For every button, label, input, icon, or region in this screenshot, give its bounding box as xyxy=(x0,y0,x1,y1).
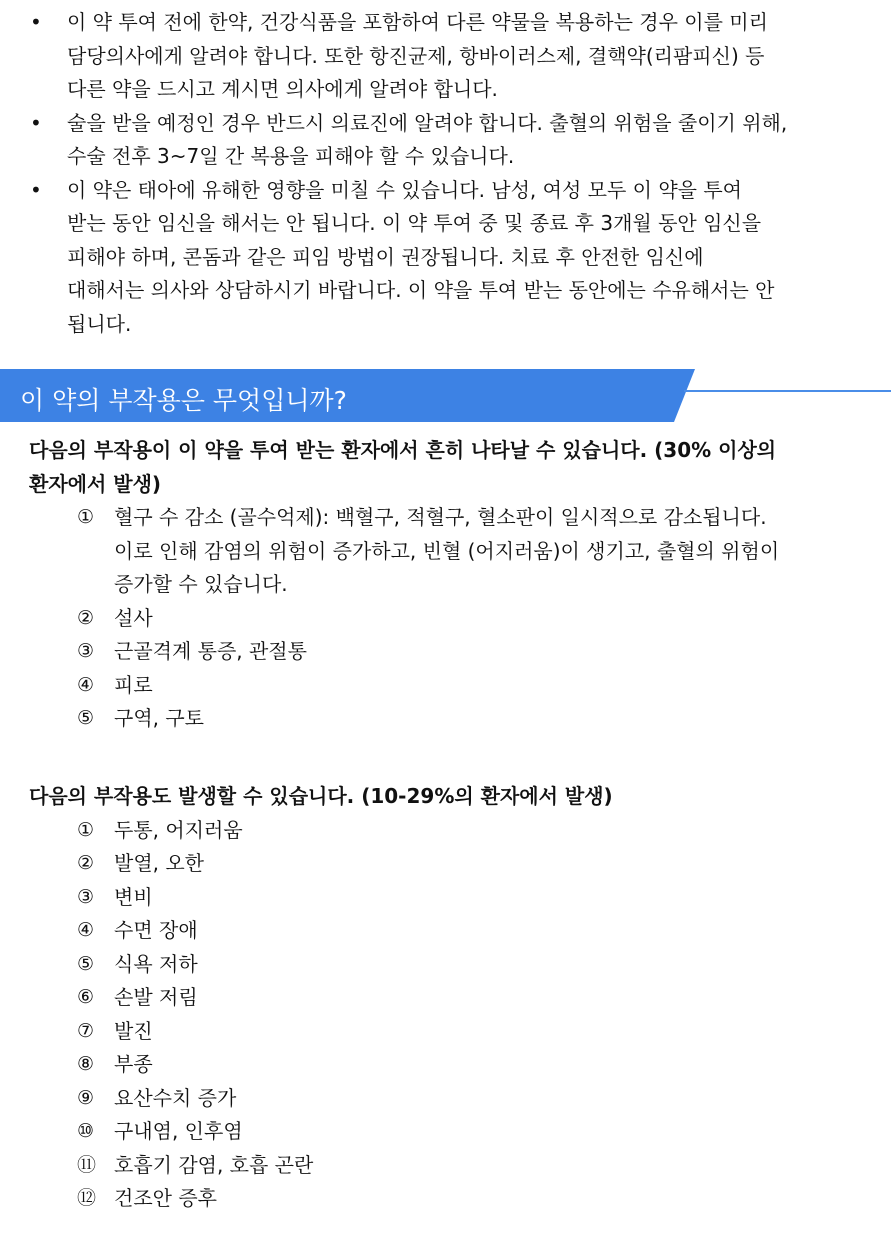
item-number: ⑤ xyxy=(77,707,95,729)
item-text: 구역, 구토 xyxy=(114,706,204,730)
item-number: ① xyxy=(77,818,95,841)
item-number: ② xyxy=(77,606,95,629)
precaution-line: 피해야 하며, 콘돔과 같은 피임 방법이 권장됩니다. 치료 후 안전한 임신에 xyxy=(67,244,704,269)
precaution-line: 대해서는 의사와 상담하시기 바랍니다. 이 약을 투여 받는 동안에는 수유해서는 안 xyxy=(67,278,775,302)
list-item xyxy=(0,1115,891,1149)
common-side-effects-heading xyxy=(0,434,891,501)
item-text: 요산수치 증가 xyxy=(114,1085,237,1110)
item-number: ⑫ xyxy=(77,1187,97,1209)
item-number: ⑤ xyxy=(77,952,95,975)
item-number: ④ xyxy=(77,919,95,941)
item-number: ⑧ xyxy=(77,1053,95,1075)
item-text: 피로 xyxy=(114,672,153,697)
list-item xyxy=(0,602,891,636)
precaution-line: 다른 약을 드시고 계시면 의사에게 알려야 합니다. xyxy=(67,77,498,101)
item-text: 발진 xyxy=(114,1018,153,1043)
section-header xyxy=(0,369,891,422)
banner-rule-line xyxy=(684,390,891,392)
precaution-line: 됩니다. xyxy=(67,311,132,336)
heading-line: 다음의 부작용도 발생할 수 있습니다. (10-29%의 환자에서 발생) xyxy=(29,784,613,808)
precaution-drug-interactions xyxy=(0,6,891,107)
list-item xyxy=(0,669,891,703)
heading-line: 환자에서 발생) xyxy=(29,471,162,496)
precaution-line: 받는 동안 임신을 해서는 안 됩니다. 이 약 투여 중 및 종료 후 3개월 동안 임신을 xyxy=(67,211,762,235)
item-text: 변비 xyxy=(114,884,153,909)
item-text: 식욕 저하 xyxy=(114,951,198,976)
bullet-icon: • xyxy=(30,177,42,202)
list-item xyxy=(0,702,891,736)
list-item xyxy=(0,814,891,848)
list-item xyxy=(0,1015,891,1049)
list-item xyxy=(0,948,891,982)
list-item xyxy=(0,1182,891,1216)
common-side-effects-list xyxy=(0,501,891,736)
item-text: 이로 인해 감염의 위험이 증가하고, 빈혈 (어지러움)이 생기고, 출혈의 위험이 xyxy=(114,538,780,563)
common-side-effects xyxy=(0,434,891,736)
precaution-pregnancy xyxy=(0,174,891,342)
precautions-list xyxy=(0,6,891,341)
list-item xyxy=(0,881,891,915)
bullet-icon: • xyxy=(30,110,42,135)
item-text: 두통, 어지러움 xyxy=(114,817,243,842)
item-text: 호흡기 감염, 호흡 곤란 xyxy=(114,1152,314,1177)
other-side-effects-heading xyxy=(0,780,891,814)
precaution-line: 수술 전후 3~7일 간 복용을 피해야 할 수 있습니다. xyxy=(67,144,515,168)
other-side-effects xyxy=(0,780,891,1216)
item-number: ⑥ xyxy=(77,986,95,1008)
list-item xyxy=(0,1048,891,1082)
list-item xyxy=(0,1082,891,1116)
heading-line: 다음의 부작용이 이 약을 투여 받는 환자에서 흔히 나타날 수 있습니다. (30% 이상의 xyxy=(29,438,777,462)
item-number: ⑦ xyxy=(77,1019,95,1042)
precaution-line: 담당의사에게 알려야 합니다. 또한 항진균제, 항바이러스제, 결핵약(리팜피신) 등 xyxy=(67,43,765,68)
item-text: 증가할 수 있습니다. xyxy=(114,572,288,596)
list-item xyxy=(0,981,891,1015)
section-title: 이 약의 부작용은 무엇입니까? xyxy=(20,386,347,415)
item-number: ⑪ xyxy=(77,1153,97,1176)
precaution-line: 술을 받을 예정인 경우 반드시 의료진에 알려야 합니다. 출혈의 위험을 줄이기 위해, xyxy=(67,110,788,135)
item-text: 발열, 오한 xyxy=(114,851,204,875)
precaution-line: 이 약 투여 전에 한약, 건강식품을 포함하여 다른 약물을 복용하는 경우 이를 미리 xyxy=(67,10,768,34)
item-text: 부종 xyxy=(114,1052,153,1076)
bullet-icon: • xyxy=(30,10,42,34)
item-number: ⑨ xyxy=(77,1086,95,1109)
item-text: 수면 장애 xyxy=(114,918,198,942)
list-item xyxy=(0,501,891,602)
list-item xyxy=(0,914,891,948)
item-number: ③ xyxy=(77,885,95,908)
list-item xyxy=(0,635,891,669)
list-item xyxy=(0,1149,891,1183)
item-text: 혈구 수 감소 (골수억제): 백혈구, 적혈구, 혈소판이 일시적으로 감소됩니다. xyxy=(114,505,767,529)
item-text: 구내염, 인후염 xyxy=(114,1119,243,1143)
item-number: ① xyxy=(77,506,95,528)
item-text: 건조안 증후 xyxy=(114,1186,217,1210)
item-number: ② xyxy=(77,852,95,874)
item-text: 손발 저림 xyxy=(114,985,198,1009)
item-text: 설사 xyxy=(114,605,153,630)
item-number: ④ xyxy=(77,673,95,696)
other-side-effects-list xyxy=(0,814,891,1216)
item-number: ⑩ xyxy=(77,1120,95,1142)
precaution-line: 이 약은 태아에 유해한 영향을 미칠 수 있습니다. 남성, 여성 모두 이 약을 투여 xyxy=(67,177,742,202)
precaution-surgery xyxy=(0,107,891,174)
item-number: ③ xyxy=(77,640,95,662)
item-text: 근골격계 통증, 관절통 xyxy=(114,639,307,663)
list-item xyxy=(0,847,891,881)
